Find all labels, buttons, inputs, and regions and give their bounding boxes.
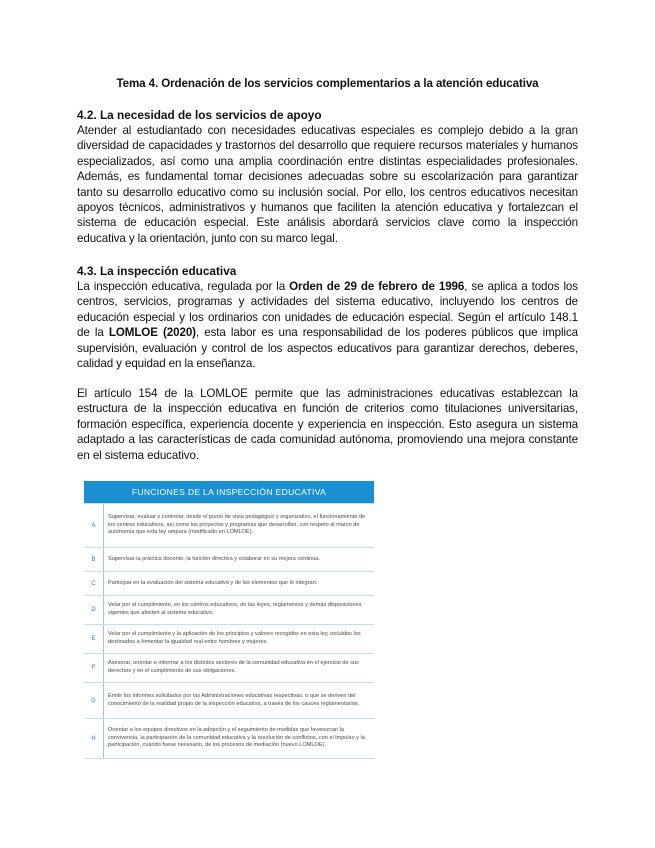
section-4-3-paragraph-2-block [77, 386, 578, 463]
row-letter: H [84, 719, 104, 759]
table-row [84, 683, 374, 719]
section-4-2 [77, 108, 578, 246]
row-text: Asesorar, orientar e informar a los distintos sectores de la comunidad educativa en el ejercicio de sus derechos y en el cumplimiento de sus obligaciones. [104, 654, 375, 683]
row-text: Supervisar, evaluar y controlar, desde el punto de vista pedagógico y organizativo, el funcionamiento de los centros educativos, así como los proyectos y programas que desarrollen, con respeto al marco de autonomía que esta ley ampara (modificado en LOMLOE). [104, 504, 375, 548]
section-4-3-paragraph-2: El artículo 154 de la LOMLOE permite que las administraciones educativas establezcan la estructura de la inspección educativa en función de criterios como titulaciones universitarias, formación específica, experiencia docente y experiencia en inspección. Esto asegura un sistema adaptado a las características de cada comunidad autónoma, promoviendo una mejora constante en el sistema educativo. [77, 387, 578, 462]
p1-lomloe-ref: LOMLOE (2020) [108, 326, 196, 340]
table-row [84, 548, 374, 572]
document-title: Tema 4. Ordenación de los servicios complementarios a la atención educativa [116, 77, 539, 90]
functions-table-header: FUNCIONES DE LA INSPECCIÓN EDUCATIVA [84, 481, 374, 504]
p1-order-ref: Orden de 29 de febrero de 1996 [289, 280, 465, 293]
table-row [84, 596, 374, 625]
row-text: Emitir los informes solicitados por las Administraciones educativas respectivas, o que se deriven del conocimiento de la realidad propio de la inspección educativa, a través de los cauces reglamentarios. [104, 683, 375, 719]
row-letter: A [84, 504, 104, 548]
section-4-3 [77, 264, 578, 371]
section-4-3-heading: 4.3. La inspección educativa [77, 264, 237, 278]
row-text: Orientar a los equipos directivos en la adopción y el seguimiento de medidas que favorezcan la convivencia, la participación de la comunidad educativa y la resolución de conflictos, con el impulso y la participación, cuando fuese necesario, de los procesos de mediación (nuevo LOMLOE). [104, 719, 375, 759]
row-letter: G [84, 683, 104, 719]
section-4-3-paragraph-1 [77, 279, 578, 371]
row-text: Supervisar la práctica docente, la función directiva y colaborar en su mejora continua. [104, 548, 375, 572]
section-4-2-heading: 4.2. La necesidad de los servicios de apoyo [77, 108, 322, 122]
table-row [84, 654, 374, 683]
section-4-2-text: Atender al estudiantado con necesidades educativas especiales es complejo debido a la gran diversidad de capacidades y trastornos del desarrollo que requiere recursos materiales y humanos especializados, así como una amplia coordinación entre distintas especialidades profesionales. Además, es fundamental tomar decisiones adecuadas sobre su escolarización para garantizar tanto su desarrollo educativo como su inclusión social. Por ello, los centros educativos necesitan apoyos técnicos, administrativos y humanos que faciliten la atención educativa y fortalezcan el sistema de educación especial. Este análisis abordará servicios clave como la inspección educativa y la orientación, junto con su marco legal. [77, 124, 578, 245]
p1-part-a: La inspección educativa, regulada por la [77, 280, 290, 293]
table-row [84, 572, 374, 596]
row-letter: E [84, 625, 104, 654]
p1-part-e: , esta labor es una responsabilidad de los poderes públicos que implica supervisión, evaluación y control de los aspectos educativos para garantizar derechos, deberes, calidad y equidad en la enseñanza. [77, 326, 579, 371]
row-text: Participar en la evaluación del sistema educativo y de los elementos que lo integran. [104, 572, 375, 596]
table-row [84, 504, 374, 548]
functions-table [84, 481, 374, 759]
row-letter: B [84, 548, 104, 572]
row-letter: F [84, 654, 104, 683]
row-letter: C [84, 572, 104, 596]
row-text: Velar por el cumplimiento, en los centros educativos, de las leyes, reglamentos y demás disposiciones vigentes que afecten al sistema educativo. [104, 596, 375, 625]
row-letter: D [84, 596, 104, 625]
row-text: Velar por el cumplimiento y la aplicación de los principios y valores recogidos en esta ley, incluidos los destinados a fomentar la igualdad real entre hombres y mujeres. [104, 625, 375, 654]
table-row [84, 625, 374, 654]
table-row [84, 719, 374, 759]
p1-part-c: , se aplica a todos los centros, servicios, programas y actividades del sistema educativo, incluyendo los centros de educación especial y los ordinarios con unidades de educación especial. Según el artículo 148.1 de la [77, 280, 578, 340]
